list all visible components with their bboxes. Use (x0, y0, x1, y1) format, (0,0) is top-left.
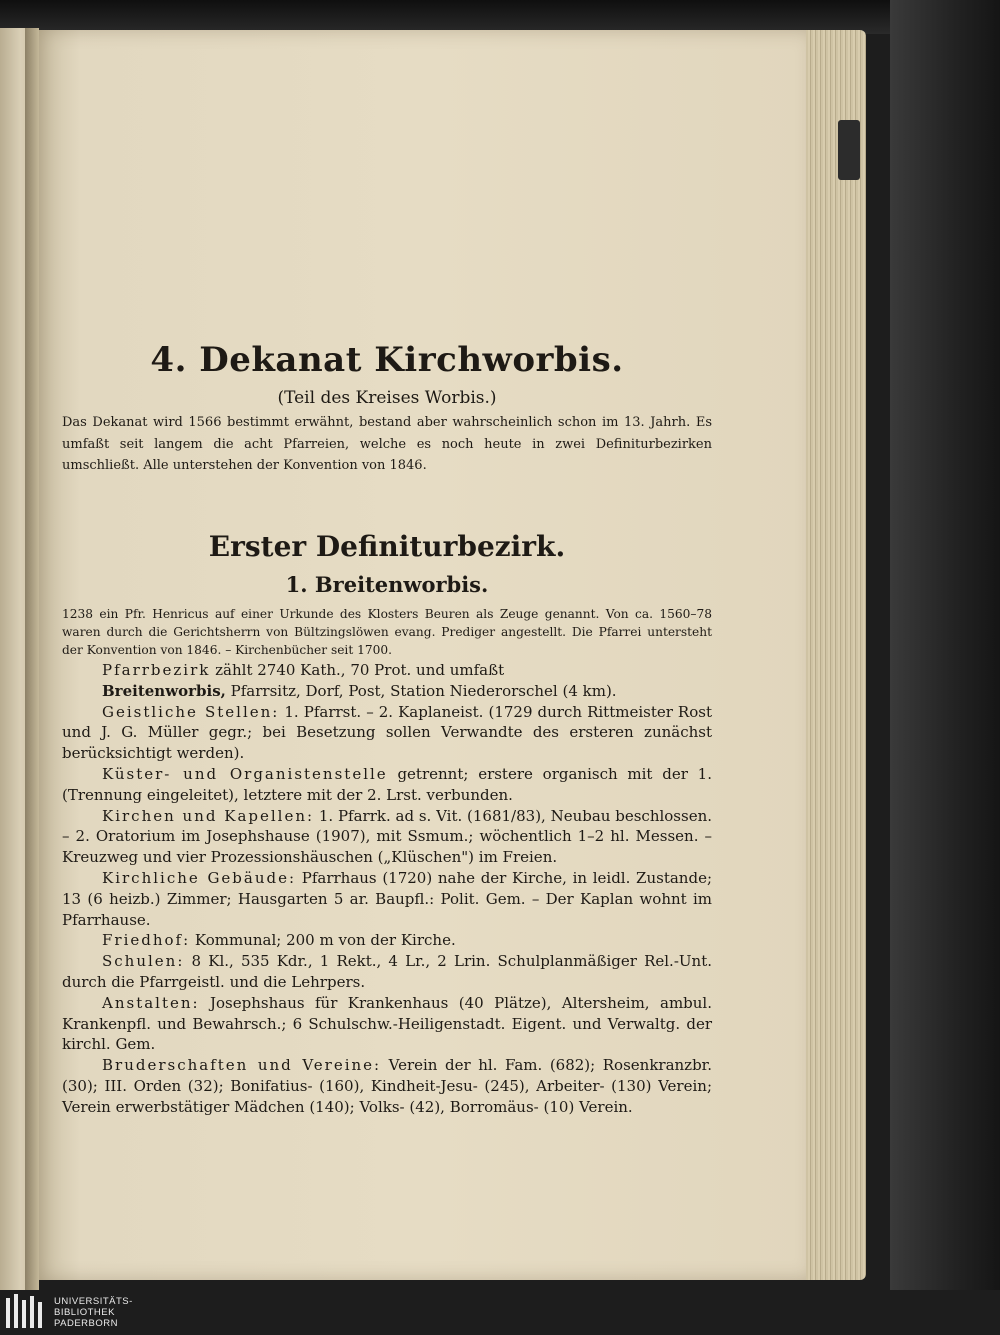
entry-body (62, 660, 712, 1118)
entry-text: Verein der hl. Fam. (682); Rosenkranzbr. (30); III. Orden (32); Bonifatius- (160), Kindheit-Jesu- (245), Arbeiter- (130) Verein; Verein erwerbstätiger Mädchen (140); Volks- (42), Borromäus- (10) Verein. (62, 1056, 712, 1116)
library-logo (0, 1290, 1000, 1335)
book-cover-top (0, 0, 1000, 34)
entry-text: 1. Pfarrk. ad s. Vit. (1681/83), Neubau beschlossen. – 2. Oratorium im Josephshause (1907), mit Ssmum.; wöchentlich 1–2 hl. Messen. – Kreuzweg und vier Prozessionshäuschen („Klüschen") im Freien. (62, 806, 713, 867)
library-logo-text (54, 1296, 133, 1329)
entry-text: Pfarrsitz, Dorf, Post, Station Niederorschel (4 km). (225, 681, 617, 700)
intro-paragraph: Das Dekanat wird 1566 bestimmt erwähnt, bestand aber wahrscheinlich schon im 13. Jahrh. Es umfaßt seit langem die acht Pfarreien, welche es noch heute in zwei Definiturbezirken umschließt. Alle unterstehen der Konvention von 1846. (62, 415, 712, 473)
entry-paragraph (62, 660, 712, 681)
entry-text: 1. Pfarrst. – 2. Kaplaneist. (1729 durch Rittmeister Rost und J. G. Müller gegr.; bei Besetzung sollen Verwandte des ersteren zunächst berücksichtigt werden). (62, 702, 712, 763)
entry-paragraph (62, 681, 712, 702)
entry-label: Breitenworbis, (102, 681, 226, 700)
entry-label: Pfarrbezirk (102, 661, 211, 679)
chapter-subtitle: (Teil des Kreises Worbis.) (277, 388, 497, 408)
entry-label: Geistliche Stellen: (102, 702, 280, 721)
entry-paragraph (62, 806, 712, 868)
history-paragraph: 1238 ein Pfr. Henricus auf einer Urkunde des Klosters Beuren als Zeuge genannt. Von ca. 1560–78 waren durch die Gerichtsherrn von Bültzingslöwen evang. Prediger angestellt. Die Pfarrei untersteht der Konvention von 1846. – Kirchenbücher seit 1700. (62, 607, 712, 657)
bookmark-ribbon (838, 120, 860, 180)
entry-label: Schulen: (102, 952, 185, 971)
page-gutter (25, 28, 39, 1290)
entry-paragraph (62, 930, 712, 951)
entry-label: Küster- und Organistenstelle (102, 764, 388, 783)
entry-paragraph (62, 868, 712, 930)
entry-label: Kirchen und Kapellen: (102, 806, 315, 825)
entry-text: Kommunal; 200 m von der Kirche. (190, 931, 456, 950)
page-stack-edge (798, 30, 866, 1280)
logo-line: PADERBORN (54, 1318, 118, 1329)
entry-text: 8 Kl., 535 Kdr., 1 Rekt., 4 Lr., 2 Lrin. Schulplanmäßiger Rel.-Unt. durch die Pfarrgeistl. und die Lehrpers. (62, 952, 712, 991)
entry-label: Friedhof: (102, 931, 191, 950)
entry-paragraph (62, 702, 712, 764)
entry-text: getrennt; erstere organisch mit der 1. (Trennung eingeleitet), letztere mit der 2. Lrst. verbunden. (62, 764, 712, 804)
section-title: Erster Definiturbezirk. (208, 530, 566, 563)
entry-label: Anstalten: (102, 993, 200, 1012)
entry-paragraph (62, 951, 712, 993)
entry-paragraph (62, 764, 712, 806)
logo-line: UNIVERSITÄTS- (54, 1296, 133, 1307)
entry-text: zählt 2740 Kath., 70 Prot. und umfaßt (210, 661, 505, 679)
chapter-title: 4. Dekanat Kirchworbis. (150, 340, 624, 380)
book-cover-right (890, 0, 1000, 1290)
book-page (34, 30, 806, 1280)
entry-paragraph (62, 993, 712, 1055)
entry-text: Pfarrhaus (1720) nahe der Kirche, in leidl. Zustande; 13 (6 heizb.) Zimmer; Hausgarten 5 ar. Baupfl.: Polit. Gem. – Der Kaplan wohnt im Pfarrhause. (62, 868, 712, 929)
library-logo-icon (6, 1294, 46, 1330)
entry-label: Bruderschaften und Vereine: (102, 1056, 382, 1075)
place-title: 1. Breitenworbis. (285, 572, 489, 597)
entry-label: Kirchliche Gebäude: (102, 868, 297, 887)
entry-text: Josephshaus für Krankenhaus (40 Plätze), Altersheim, ambul. Krankenpfl. und Bewahrsch.; 6 Schulschw.-Heiligenstadt. Eigent. und Verwaltg. der kirchl. Gem. (62, 993, 712, 1054)
entry-paragraph (62, 1055, 712, 1117)
logo-line: BIBLIOTHEK (54, 1307, 115, 1318)
